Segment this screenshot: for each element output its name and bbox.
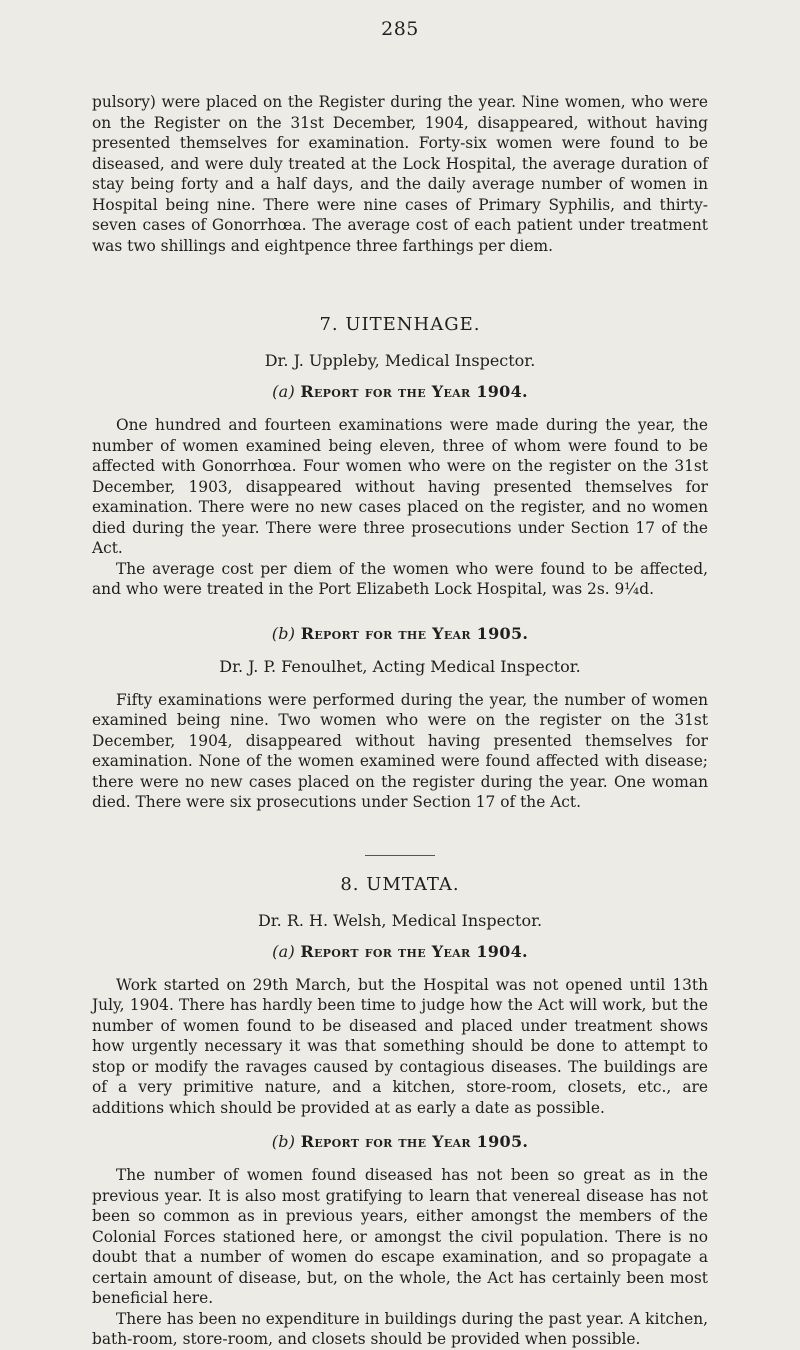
report-title: Report for the Year 1904.	[300, 941, 528, 961]
report-label: (b)	[271, 623, 296, 643]
report-heading	[92, 624, 708, 643]
paragraph: There has been no expenditure in buildings during the past year. A kitchen, bath-room, store-room, and closets should be provided when possible.	[92, 1309, 708, 1348]
section-heading: 7. UITENHAGE.	[319, 314, 481, 335]
section-heading: 8. UMTATA.	[340, 873, 460, 895]
report-heading	[92, 942, 708, 961]
paragraph: Work started on 29th March, but the Hospital was not opened until 13th July, 1904. There has hardly been time to judge how the Act will work, but the number of women found to be diseased and placed under treatment shows how urgently necessary it was that something should be done to attempt to stop or modify the ravages caused by contagious diseases. The buildings are of a very primitive nature, and a kitchen, store-room, closets, etc., are additions which should be provided at as early a date as possible.	[92, 975, 708, 1117]
paragraph: The number of women found diseased has not been so great as in the previous year. It is also most gratifying to learn that venereal disease has not been so common as in previous years, either amongst the members of the Colonial Forces stationed here, or amongst the civil population. There is no doubt that a number of women do escape examination, and so propagate a certain amount of disease, but, on the whole, the Act has certainly been most beneficial here.	[92, 1166, 708, 1307]
report-title: Report for the Year 1905.	[300, 623, 529, 643]
report-title: Report for the Year 1905.	[300, 1132, 529, 1151]
intro-paragraph: pulsory) were placed on the Register during the year. Nine women, who were on the Register on the 31st December, 1904, disappeared, without having presented themselves for examination. Forty-six women were found to be diseased, and were duly treated at the Lock Hospital, the average duration of stay being forty and a half days, and the daily average number of women in Hospital being nine. There were nine cases of Primary Syphilis, and thirty-seven cases of Gonorrhœa. The average cost of each patient under treatment was two shillings and eightpence three farthings per diem.	[92, 93, 708, 255]
paragraph: Fifty examinations were performed during the year, the number of women examined being nine. Two women who were on the register on the 31st December, 1904, disappeared without having presented themselves for examination. None of the women examined were found affected with disease; there were no new cases placed on the register during the year. One woman died. There were six prosecutions under Section 17 of the Act.	[92, 690, 708, 811]
paragraph: One hundred and fourteen examinations were made during the year, the number of women examined being eleven, three of whom were found to be affected with Gonorrhœa. Four women who were on the register on the 31st December, 1903, disappeared without having presented themselves for examination. There were no new cases placed on the register, and no women died during the year. There were three prosecutions under Section 17 of the Act.	[92, 416, 708, 557]
page-number: 285	[381, 18, 419, 40]
report-label: (a)	[272, 941, 295, 961]
section-umtata	[92, 874, 708, 1350]
report-label: (a)	[272, 382, 295, 401]
report-heading	[92, 1132, 708, 1151]
report-heading	[92, 382, 708, 401]
report-label: (b)	[271, 1132, 296, 1151]
inspector-line: Dr. R. H. Welsh, Medical Inspector.	[257, 910, 543, 930]
section-uitenhage	[92, 314, 708, 813]
inspector-line: Dr. J. Uppleby, Medical Inspector.	[264, 351, 536, 370]
paragraph: The average cost per diem of the women who were found to be affected, and who were treated in the Port Elizabeth Lock Hospital, was 2s. 9¼d.	[92, 559, 708, 598]
inspector-line: Dr. J. P. Fenoulhet, Acting Medical Inspector.	[219, 656, 581, 676]
report-title: Report for the Year 1904.	[300, 382, 528, 401]
section-divider	[365, 855, 435, 856]
